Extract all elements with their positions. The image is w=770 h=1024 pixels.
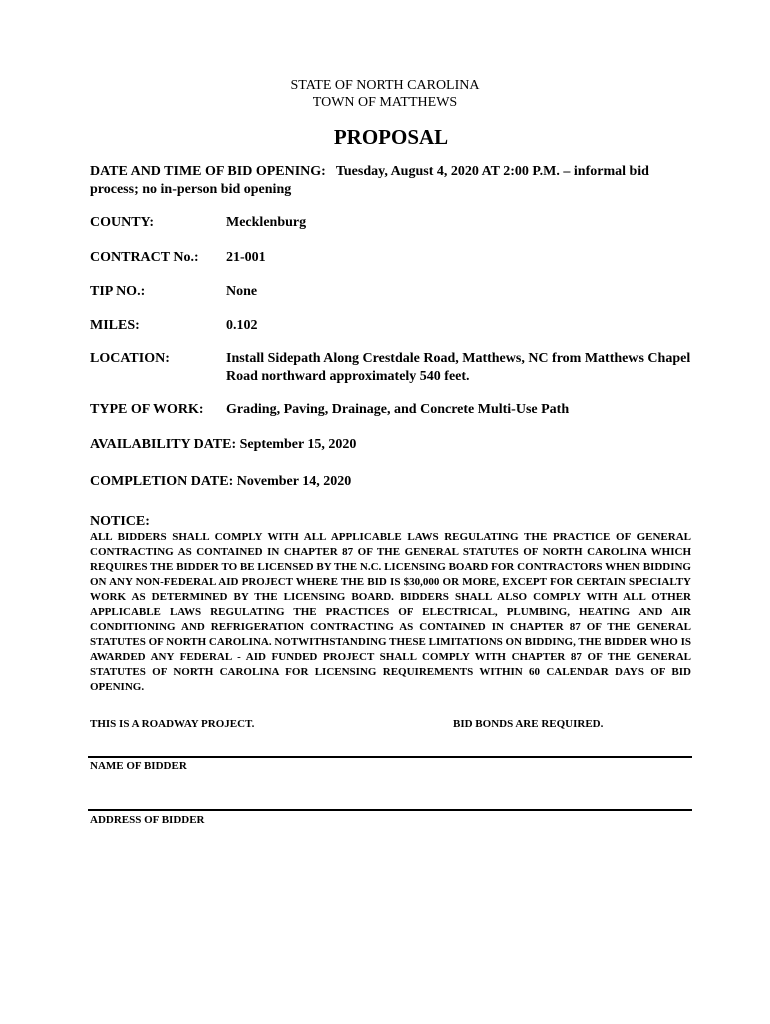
completion-row — [90, 473, 351, 491]
availability-row — [90, 436, 356, 454]
tip-label: TIP NO.: — [90, 284, 146, 299]
page-title: PROPOSAL — [333, 125, 449, 149]
type-of-work-row — [90, 401, 570, 419]
contract-label: CONTRACT No.: — [90, 250, 199, 265]
bid-opening-value: Tuesday, August 4, 2020 AT 2:00 P.M. – informal bid process; no in-person bid opening — [90, 164, 649, 197]
bidder-name-label: NAME OF BIDDER — [90, 760, 187, 772]
roadway-project-note: THIS IS A ROADWAY PROJECT. — [90, 718, 255, 730]
bid-opening-label: DATE AND TIME OF BID OPENING: — [90, 164, 326, 179]
location-value: Install Sidepath Along Crestdale Road, Matthews, NC from Matthews Chapel Road northward approximately 540 feet. — [226, 351, 691, 384]
town-heading: TOWN OF MATTHEWS — [312, 95, 458, 110]
availability-value: September 15, 2020 — [239, 437, 357, 452]
bidder-address-line — [88, 809, 692, 811]
type-of-work-value: Grading, Paving, Drainage, and Concrete Multi-Use Path — [226, 402, 570, 417]
bid-bonds-note: BID BONDS ARE REQUIRED. — [453, 718, 604, 730]
state-heading: STATE OF NORTH CAROLINA — [290, 78, 480, 93]
notice-heading: NOTICE: — [90, 514, 150, 529]
bid-opening — [90, 163, 700, 199]
county-label: COUNTY: — [90, 215, 155, 230]
completion-value: November 14, 2020 — [236, 474, 352, 489]
location-label: LOCATION: — [90, 351, 170, 366]
county-value: Mecklenburg — [226, 215, 307, 230]
bidder-name-line — [88, 756, 692, 758]
bidder-address-label: ADDRESS OF BIDDER — [90, 814, 205, 826]
notice-body: ALL BIDDERS SHALL COMPLY WITH ALL APPLICABLE LAWS REGULATING THE PRACTICE OF GENERAL CONTRACTING AS CONTAINED IN CHAPTER 87 OF THE GENERAL STATUTES OF NORTH CAROLINA WHICH REQUIRES THE BIDDER TO BE LICENSED BY THE N.C. LICENSING BOARD FOR CONTRACTORS WHEN BIDDING ON ANY NON-FEDERAL AID PROJECT WHERE THE BID IS $30,000 OR MORE, EXCEPT FOR CERTAIN SPECIALTY WORK AS DETERMINED BY THE LICENSING BOARD. BIDDERS SHALL ALSO COMPLY WITH ALL OTHER APPLICABLE LAWS REGULATING THE PRACTICES OF ELECTRICAL, PLUMBING, HEATING AND AIR CONDITIONING AND REFRIGERATION CONTRACTING AS CONTAINED IN CHAPTER 87 OF THE GENERAL STATUTES OF NORTH CAROLINA. NOTWITHSTANDING THESE LIMITATIONS ON BIDDING, THE BIDDER WHO IS AWARDED ANY FEDERAL - AID FUNDED PROJECT SHALL COMPLY WITH CHAPTER 87 OF THE GENERAL STATUTES OF NORTH CAROLINA FOR LICENSING REQUIREMENTS WITHIN 60 CALENDAR DAYS OF BID OPENING. — [90, 531, 691, 693]
type-of-work-label: TYPE OF WORK: — [90, 402, 204, 417]
tip-value: None — [226, 284, 258, 299]
contract-value: 21-001 — [226, 250, 266, 265]
availability-label: AVAILABILITY DATE: — [90, 437, 237, 452]
completion-label: COMPLETION DATE: — [90, 474, 234, 489]
miles-value: 0.102 — [226, 318, 258, 333]
miles-label: MILES: — [90, 318, 140, 333]
